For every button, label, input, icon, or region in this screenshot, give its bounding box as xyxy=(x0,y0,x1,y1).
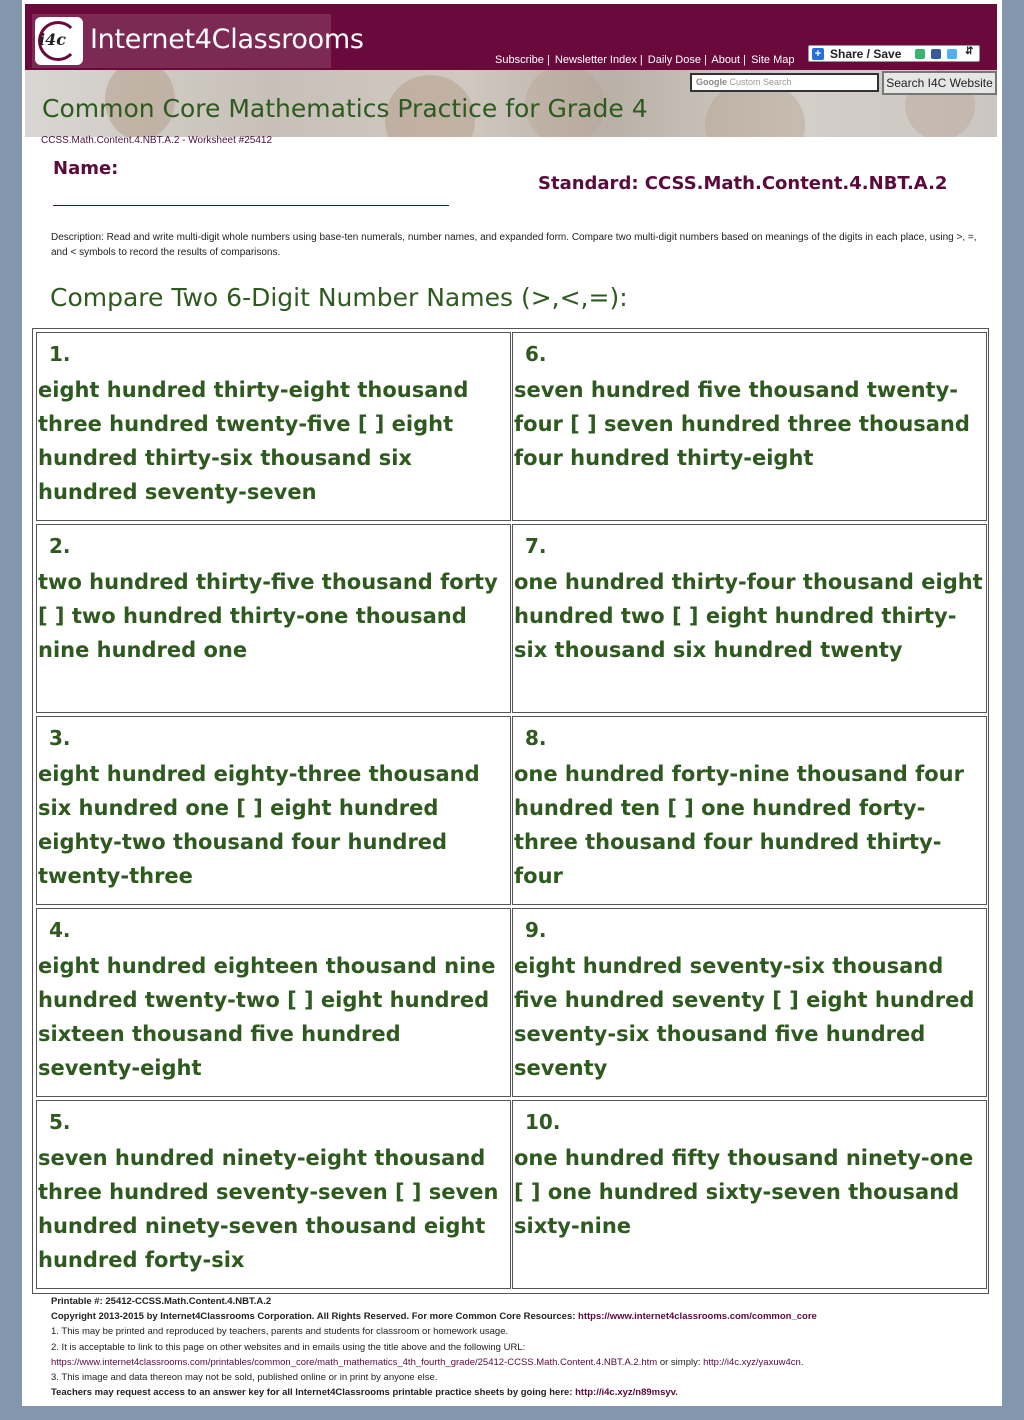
name-label: Name: xyxy=(53,158,119,179)
question-text: two hundred thirty-five thousand forty [ ] two hundred thirty-one thousand nine hundred one xyxy=(38,570,498,662)
nav-subscribe[interactable]: Subscribe | xyxy=(495,54,550,66)
question-cell xyxy=(512,332,987,521)
footer xyxy=(51,1294,991,1400)
nav-site-map[interactable]: Site Map xyxy=(751,54,795,66)
chevron-updown-icon: ⇵ xyxy=(965,46,974,57)
question-number: 2. xyxy=(49,534,71,558)
search-input[interactable]: Google Custom Search xyxy=(690,73,879,92)
answer-key-note: Teachers may request access to an answer key for all Internet4Classrooms printable practice sheets by going here: http://i4c.xyz/n89msyv. xyxy=(51,1387,678,1399)
printable-number: Printable #: 25412-CCSS.Math.Content.4.NBT.A.2 xyxy=(51,1296,272,1307)
question-text: seven hundred ninety-eight thousand three hundred seventy-seven [ ] seven hundred ninety-seven thousand eight hundred forty-six xyxy=(38,1146,499,1272)
plus-icon: + xyxy=(812,48,824,60)
question-cell xyxy=(36,908,511,1097)
name-line xyxy=(53,205,449,206)
site-logo[interactable] xyxy=(32,14,364,68)
question-number: 5. xyxy=(49,1110,71,1134)
site-header xyxy=(25,4,997,70)
footer-note-3: 3. This image and data thereon may not be sold, published online or in print by anyone else. xyxy=(51,1372,438,1384)
question-text: one hundred fifty thousand ninety-one [ ] one hundred sixty-seven thousand sixty-nine xyxy=(514,1146,974,1238)
question-number: 6. xyxy=(525,342,547,366)
breadcrumb: CCSS.Math.Content.4.NBT.A.2 - Worksheet #25412 xyxy=(41,135,273,146)
question-number: 1. xyxy=(49,342,71,366)
nav-newsletter-index[interactable]: Newsletter Index | xyxy=(554,54,643,66)
question-cell xyxy=(36,1100,511,1289)
worksheet-page xyxy=(22,0,1002,1406)
question-number: 4. xyxy=(49,918,71,942)
question-text: one hundred forty-nine thousand four hundred ten [ ] one hundred forty-three thousand four hundred thirty-four xyxy=(514,762,964,888)
worksheet-url-link[interactable]: https://www.internet4classrooms.com/printables/common_core/math_mathematics_4th_fourth_grade/25412-CCSS.Math.Content.4.NBT.A.2.htm xyxy=(51,1356,658,1368)
question-grid xyxy=(32,328,989,1294)
share-icon xyxy=(915,49,925,59)
section-title: Compare Two 6-Digit Number Names (>,<,=): xyxy=(50,283,628,312)
short-url-link[interactable]: http://i4c.xyz/yaxuw4cn xyxy=(703,1356,801,1368)
title-banner xyxy=(25,70,997,137)
question-cell xyxy=(36,332,511,521)
question-cell xyxy=(512,524,987,713)
question-number: 10. xyxy=(525,1110,561,1134)
question-cell xyxy=(36,716,511,905)
question-cell xyxy=(36,524,511,713)
footer-note-2: 2. It is acceptable to link to this page on other websites and in emails using the title above and the following URL: xyxy=(51,1341,526,1353)
question-text: seven hundred five thousand twenty-four [ ] seven hundred three thousand four hundred thirty-eight xyxy=(514,378,970,470)
question-cell xyxy=(512,908,987,1097)
copyright: Copyright 2013-2015 by Internet4Classrooms Corporation. All Rights Reserved. For more Common Core Resources: https://www.internet4classrooms.com/common_core xyxy=(51,1311,817,1323)
i4c-logo-icon: i4c xyxy=(35,17,83,65)
question-text: eight hundred thirty-eight thousand three hundred twenty-five [ ] eight hundred thirty-six thousand six hundred seventy-seven xyxy=(38,378,469,504)
search-button[interactable]: Search I4C Website xyxy=(882,71,997,95)
footer-note-1: 1. This may be printed and reproduced by teachers, parents and students for classroom or homework usage. xyxy=(51,1326,509,1338)
description: Description: Read and write multi-digit whole numbers using base-ten numerals, number names, and expanded form. Compare two multi-digit numbers based on meanings of the digits in each place, using >, =, and < symbols to record the results of comparisons. xyxy=(51,232,977,258)
twitter-icon xyxy=(947,49,957,59)
nav-daily-dose[interactable]: Daily Dose | xyxy=(647,54,707,66)
question-text: one hundred thirty-four thousand eight hundred two [ ] eight hundred thirty-six thousand six hundred twenty xyxy=(514,570,983,662)
question-number: 7. xyxy=(525,534,547,558)
footer-url-line: https://www.internet4classrooms.com/printables/common_core/math_mathematics_4th_fourth_grade/25412-CCSS.Math.Content.4.NBT.A.2.htm or simply: http://i4c.xyz/yaxuw4cn. xyxy=(51,1356,804,1368)
share-save-button[interactable]: + Share / Save ⇵ xyxy=(808,45,980,62)
standard-label: Standard: CCSS.Math.Content.4.NBT.A.2 xyxy=(538,173,948,194)
nav-about[interactable]: About | xyxy=(711,54,747,66)
question-cell xyxy=(512,716,987,905)
question-text: eight hundred eighteen thousand nine hundred twenty-two [ ] eight hundred sixteen thousand five hundred seventy-eight xyxy=(38,954,496,1080)
top-nav xyxy=(495,54,797,66)
site-name: Internet4Classrooms xyxy=(90,24,364,55)
question-text: eight hundred eighty-three thousand six hundred one [ ] eight hundred eighty-two thousand four hundred twenty-three xyxy=(38,762,480,888)
question-number: 8. xyxy=(525,726,547,750)
question-text: eight hundred seventy-six thousand five hundred seventy [ ] eight hundred seventy-six thousand five hundred seventy xyxy=(514,954,975,1080)
common-core-link[interactable]: https://www.internet4classrooms.com/common_core xyxy=(578,1311,817,1323)
question-cell xyxy=(512,1100,987,1289)
question-number: 3. xyxy=(49,726,71,750)
question-number: 9. xyxy=(525,918,547,942)
answer-key-link[interactable]: http://i4c.xyz/n89msyv xyxy=(575,1387,676,1399)
page-title: Common Core Mathematics Practice for Grade 4 xyxy=(42,94,648,123)
facebook-icon xyxy=(931,49,941,59)
